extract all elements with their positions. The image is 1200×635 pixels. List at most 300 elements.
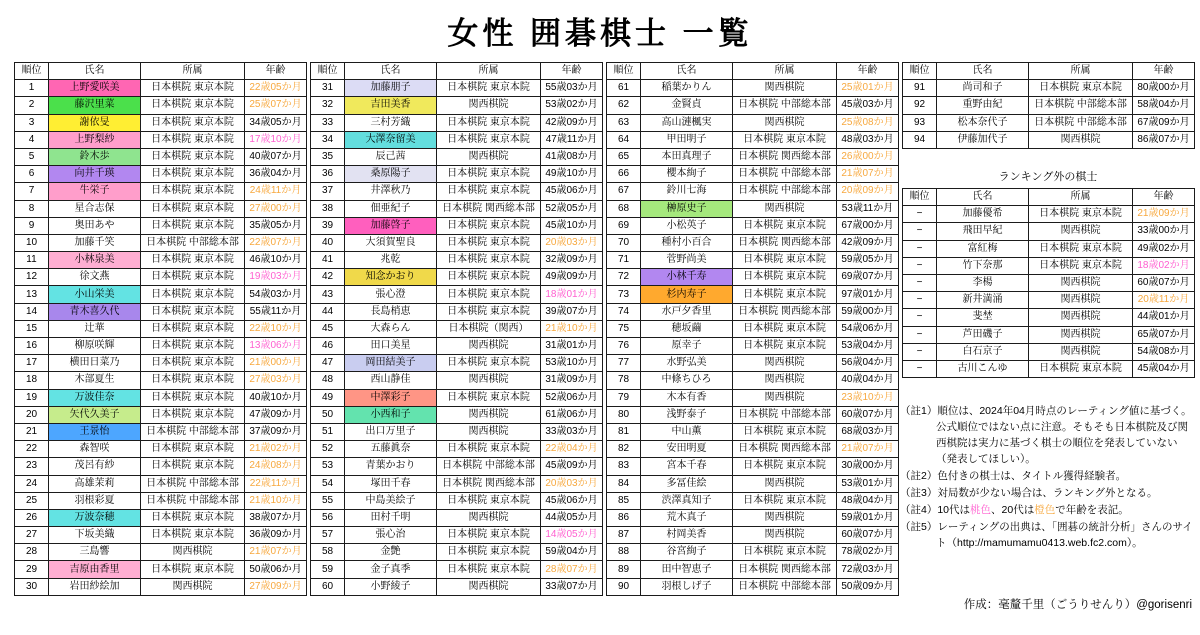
player-name-cell: 謝依旻: [49, 114, 141, 131]
affiliation-cell: 日本棋院 東京本院: [141, 509, 245, 526]
age-cell: 40歳04か月: [837, 372, 899, 389]
header-row: [311, 63, 603, 80]
player-name-cell: 万波奈穂: [49, 509, 141, 526]
age-cell: 47歳11か月: [541, 131, 603, 148]
age-cell: 22歳04か月: [541, 441, 603, 458]
affiliation-cell: 日本棋院 関西総本部: [733, 441, 837, 458]
note-text: 色付きの棋士は、タイトル獲得経験者。: [937, 470, 1127, 482]
rank-cell: −: [903, 292, 937, 309]
affiliation-cell: 日本棋院 関西総本部: [437, 200, 541, 217]
player-row: [15, 561, 307, 578]
affiliation-cell: 日本棋院 東京本院: [141, 200, 245, 217]
player-row: [607, 423, 899, 440]
player-name-cell: 小山栄美: [49, 286, 141, 303]
rank-cell: 77: [607, 355, 641, 372]
player-row: [903, 257, 1195, 274]
affiliation-cell: 日本棋院 東京本院: [437, 389, 541, 406]
rank-cell: −: [903, 206, 937, 223]
player-row: [15, 406, 307, 423]
player-name-cell: 中山薫: [641, 423, 733, 440]
age-cell: 97歳01か月: [837, 286, 899, 303]
affiliation-cell: 日本棋院 東京本院: [733, 217, 837, 234]
player-name-cell: 本田真理子: [641, 148, 733, 165]
player-name-cell: 上野愛咲美: [49, 80, 141, 97]
rank-cell: 93: [903, 114, 937, 131]
note-text: レーティングの出典は、「囲碁の統計分析」さんのサイト（http://mamumamu0413.web.fc2.com）。: [936, 521, 1193, 549]
rank-cell: −: [903, 326, 937, 343]
age-cell: 33歳03か月: [541, 423, 603, 440]
column-header: 順位: [311, 63, 345, 80]
player-name-cell: 高雄茉莉: [49, 475, 141, 492]
player-row: [903, 292, 1195, 309]
player-row: [15, 372, 307, 389]
rank-cell: 72: [607, 269, 641, 286]
player-name-cell: 桑原陽子: [345, 166, 437, 183]
age-cell: 21歳02か月: [245, 441, 307, 458]
age-cell: 21歳09か月: [1133, 206, 1195, 223]
rank-cell: 10: [15, 234, 49, 251]
age-cell: 61歳06か月: [541, 406, 603, 423]
age-cell: 30歳00か月: [837, 458, 899, 475]
note-label: （註4）: [900, 504, 938, 516]
player-row: [607, 355, 899, 372]
rank-cell: 21: [15, 423, 49, 440]
player-name-cell: 大須賀聖良: [345, 234, 437, 251]
player-name-cell: 村岡美香: [641, 527, 733, 544]
affiliation-cell: 関西棋院: [1029, 223, 1133, 240]
rank-cell: 52: [311, 441, 345, 458]
player-row: [311, 372, 603, 389]
rank-cell: 56: [311, 509, 345, 526]
rank-cell: 71: [607, 252, 641, 269]
player-row: [607, 234, 899, 251]
player-row: [15, 475, 307, 492]
affiliation-cell: 日本棋院 東京本院: [1029, 240, 1133, 257]
header-row: [903, 63, 1195, 80]
age-cell: 86歳07か月: [1133, 131, 1195, 148]
column-header: 順位: [903, 189, 937, 206]
affiliation-cell: 日本棋院 東京本院: [1029, 257, 1133, 274]
affiliation-cell: 日本棋院 東京本院: [733, 320, 837, 337]
player-name-cell: 松本奈代子: [937, 114, 1029, 131]
player-row: [607, 372, 899, 389]
affiliation-cell: 日本棋院 東京本院: [437, 355, 541, 372]
player-name-cell: 伊藤加代子: [937, 131, 1029, 148]
affiliation-cell: 関西棋院: [733, 200, 837, 217]
affiliation-cell: 日本棋院 中部総本部: [141, 234, 245, 251]
rank-cell: 6: [15, 166, 49, 183]
age-cell: 25歳08か月: [837, 114, 899, 131]
age-cell: 50歳06か月: [245, 561, 307, 578]
note-item: [900, 403, 1198, 467]
unranked-players-table: [902, 188, 1195, 378]
rank-cell: 25: [15, 492, 49, 509]
age-cell: 45歳04か月: [1133, 360, 1195, 377]
affiliation-cell: 関西棋院: [1029, 292, 1133, 309]
header-row: [903, 189, 1195, 206]
rank-cell: 16: [15, 338, 49, 355]
age-cell: 40歳07か月: [245, 148, 307, 165]
player-name-cell: 加藤優希: [937, 206, 1029, 223]
rank-cell: 47: [311, 355, 345, 372]
age-cell: 45歳09か月: [541, 458, 603, 475]
player-row: [607, 200, 899, 217]
age-cell: 27歳03か月: [245, 372, 307, 389]
affiliation-cell: 日本棋院 東京本院: [1029, 206, 1133, 223]
rank-cell: 1: [15, 80, 49, 97]
age-cell: 54歳03か月: [245, 286, 307, 303]
player-row: [607, 269, 899, 286]
affiliation-cell: 日本棋院 東京本院: [437, 252, 541, 269]
player-row: [607, 114, 899, 131]
player-name-cell: 大森らん: [345, 320, 437, 337]
rank-cell: 34: [311, 131, 345, 148]
player-name-cell: 下坂美織: [49, 527, 141, 544]
player-name-cell: 鈴木歩: [49, 148, 141, 165]
player-name-cell: 牛栄子: [49, 183, 141, 200]
affiliation-cell: 日本棋院 関西総本部: [733, 234, 837, 251]
rank-cell: 75: [607, 320, 641, 337]
player-row: [311, 269, 603, 286]
age-cell: 33歳07か月: [541, 578, 603, 595]
header-row: [15, 63, 307, 80]
rank-cell: 28: [15, 544, 49, 561]
rank-cell: 62: [607, 97, 641, 114]
rank-cell: 5: [15, 148, 49, 165]
affiliation-cell: 日本棋院 東京本院: [141, 372, 245, 389]
player-name-cell: 向井千瑛: [49, 166, 141, 183]
rank-cell: 36: [311, 166, 345, 183]
note-text-segment: 、20代は: [991, 504, 1035, 516]
player-row: [15, 578, 307, 595]
player-row: [903, 80, 1195, 97]
player-row: [311, 423, 603, 440]
age-cell: 20歳09か月: [837, 183, 899, 200]
rank-cell: 55: [311, 492, 345, 509]
affiliation-cell: 日本棋院 中部総本部: [1029, 114, 1133, 131]
player-row: [607, 217, 899, 234]
player-row: [311, 286, 603, 303]
age-cell: 24歳08か月: [245, 458, 307, 475]
rank-cell: 11: [15, 252, 49, 269]
affiliation-cell: 日本棋院 東京本院: [437, 114, 541, 131]
player-row: [311, 441, 603, 458]
affiliation-cell: 日本棋院 東京本院: [733, 492, 837, 509]
rank-cell: 94: [903, 131, 937, 148]
player-row: [903, 309, 1195, 326]
affiliation-cell: 日本棋院 関西総本部: [437, 475, 541, 492]
player-name-cell: 張心澄: [345, 286, 437, 303]
rank-cell: 37: [311, 183, 345, 200]
affiliation-cell: 日本棋院 東京本院: [437, 217, 541, 234]
player-name-cell: 渋澤真知子: [641, 492, 733, 509]
rank-cell: 27: [15, 527, 49, 544]
age-cell: 44歳01か月: [1133, 309, 1195, 326]
column-header: 年齢: [1133, 63, 1195, 80]
player-row: [15, 355, 307, 372]
rank-cell: 43: [311, 286, 345, 303]
rank-cell: −: [903, 274, 937, 291]
rank-cell: 8: [15, 200, 49, 217]
rank-cell: 83: [607, 458, 641, 475]
column-header: 年齢: [837, 63, 899, 80]
affiliation-cell: 日本棋院 東京本院: [141, 114, 245, 131]
age-cell: 45歳06か月: [541, 183, 603, 200]
affiliation-cell: 関西棋院: [437, 148, 541, 165]
note-text-segment: 橙色: [1034, 504, 1056, 516]
age-cell: 36歳04か月: [245, 166, 307, 183]
player-row: [607, 97, 899, 114]
column-header: 氏名: [345, 63, 437, 80]
affiliation-cell: 関西棋院: [437, 509, 541, 526]
age-cell: 17歳10か月: [245, 131, 307, 148]
note-label: （註3）: [900, 487, 938, 499]
age-cell: 21歳00か月: [245, 355, 307, 372]
players-table-ranks-31-60: [310, 62, 603, 596]
player-name-cell: 宮本千春: [641, 458, 733, 475]
player-row: [15, 423, 307, 440]
affiliation-cell: 日本棋院 東京本院: [733, 131, 837, 148]
player-row: [15, 131, 307, 148]
age-cell: 14歳05か月: [541, 527, 603, 544]
age-cell: 21歳07か月: [837, 166, 899, 183]
affiliation-cell: 日本棋院 東京本院: [437, 183, 541, 200]
player-name-cell: 水野弘美: [641, 355, 733, 372]
player-row: [903, 274, 1195, 291]
player-row: [607, 578, 899, 595]
player-row: [903, 360, 1195, 377]
rank-cell: 9: [15, 217, 49, 234]
age-cell: 45歳03か月: [837, 97, 899, 114]
age-cell: 65歳07か月: [1133, 326, 1195, 343]
player-row: [15, 269, 307, 286]
affiliation-cell: 日本棋院 東京本院: [1029, 360, 1133, 377]
rank-cell: 66: [607, 166, 641, 183]
player-name-cell: 辰己茜: [345, 148, 437, 165]
rank-cell: 46: [311, 338, 345, 355]
player-row: [311, 406, 603, 423]
rank-cell: 13: [15, 286, 49, 303]
player-name-cell: 尚司和子: [937, 80, 1029, 97]
rank-cell: 59: [311, 561, 345, 578]
age-cell: 22歳11か月: [245, 475, 307, 492]
player-row: [15, 338, 307, 355]
players-table-ranks-91-94: [902, 62, 1195, 149]
age-cell: 72歳03か月: [837, 561, 899, 578]
age-cell: 35歳05か月: [245, 217, 307, 234]
player-row: [311, 527, 603, 544]
affiliation-cell: 関西棋院: [733, 475, 837, 492]
player-row: [311, 148, 603, 165]
affiliation-cell: 日本棋院 東京本院: [733, 269, 837, 286]
player-name-cell: 井澤秋乃: [345, 183, 437, 200]
note-text-segment: 10代は: [937, 504, 971, 516]
player-row: [607, 80, 899, 97]
affiliation-cell: 日本棋院 東京本院: [141, 320, 245, 337]
player-name-cell: 辻華: [49, 320, 141, 337]
rank-cell: 58: [311, 544, 345, 561]
player-row: [903, 240, 1195, 257]
rank-cell: 80: [607, 406, 641, 423]
column-header: 所属: [733, 63, 837, 80]
affiliation-cell: 日本棋院 東京本院: [141, 338, 245, 355]
age-cell: 45歳06か月: [541, 492, 603, 509]
rank-cell: 53: [311, 458, 345, 475]
player-row: [607, 252, 899, 269]
age-cell: 39歳07か月: [541, 303, 603, 320]
rank-cell: −: [903, 223, 937, 240]
age-cell: 53歳01か月: [837, 475, 899, 492]
age-cell: 60歳07か月: [837, 406, 899, 423]
player-row: [607, 389, 899, 406]
player-row: [15, 234, 307, 251]
affiliation-cell: 関西棋院: [1029, 343, 1133, 360]
affiliation-cell: 日本棋院 東京本院: [141, 389, 245, 406]
rank-cell: −: [903, 257, 937, 274]
rank-cell: 49: [311, 389, 345, 406]
age-cell: 58歳04か月: [1133, 97, 1195, 114]
player-name-cell: 加藤千笑: [49, 234, 141, 251]
rank-cell: 7: [15, 183, 49, 200]
affiliation-cell: 関西棋院: [1029, 274, 1133, 291]
player-name-cell: 王景怡: [49, 423, 141, 440]
player-row: [311, 166, 603, 183]
age-cell: 53歳10か月: [541, 355, 603, 372]
player-row: [15, 148, 307, 165]
age-cell: 53歳11か月: [837, 200, 899, 217]
player-row: [607, 561, 899, 578]
player-name-cell: 塚田千春: [345, 475, 437, 492]
rank-cell: 24: [15, 475, 49, 492]
rank-cell: 18: [15, 372, 49, 389]
rank-cell: 35: [311, 148, 345, 165]
age-cell: 80歳00か月: [1133, 80, 1195, 97]
age-cell: 53歳02か月: [541, 97, 603, 114]
rank-cell: 63: [607, 114, 641, 131]
player-name-cell: 中澤彩子: [345, 389, 437, 406]
affiliation-cell: 日本棋院 東京本院: [141, 97, 245, 114]
note-text: 順位は、2024年04月時点のレーティング値に基づく。公式順位ではない点に注意。そもそも日本棋院及び関西棋院は実力に基づく棋士の順位を発表していない（発表してほしい）。: [936, 405, 1192, 465]
player-row: [607, 183, 899, 200]
player-row: [311, 252, 603, 269]
rank-cell: 87: [607, 527, 641, 544]
rank-cell: 82: [607, 441, 641, 458]
age-cell: 50歳09か月: [837, 578, 899, 595]
player-name-cell: 種村小百合: [641, 234, 733, 251]
affiliation-cell: 関西棋院: [437, 372, 541, 389]
player-name-cell: 重野由紀: [937, 97, 1029, 114]
player-row: [311, 544, 603, 561]
age-cell: 45歳10か月: [541, 217, 603, 234]
affiliation-cell: 日本棋院 東京本院: [141, 286, 245, 303]
player-row: [15, 200, 307, 217]
player-name-cell: 金賢貞: [641, 97, 733, 114]
player-name-cell: 原幸子: [641, 338, 733, 355]
player-row: [607, 441, 899, 458]
rank-cell: 57: [311, 527, 345, 544]
player-row: [311, 320, 603, 337]
age-cell: 22歳07か月: [245, 234, 307, 251]
affiliation-cell: 関西棋院: [733, 114, 837, 131]
player-name-cell: 羽根彩夏: [49, 492, 141, 509]
player-row: [311, 303, 603, 320]
player-name-cell: 小野綾子: [345, 578, 437, 595]
rank-cell: 78: [607, 372, 641, 389]
affiliation-cell: 日本棋院 東京本院: [733, 458, 837, 475]
player-name-cell: 加藤朋子: [345, 80, 437, 97]
player-row: [311, 234, 603, 251]
player-name-cell: 徐文燕: [49, 269, 141, 286]
age-cell: 31歳09か月: [541, 372, 603, 389]
rank-cell: 29: [15, 561, 49, 578]
player-name-cell: 小林泉美: [49, 252, 141, 269]
affiliation-cell: 関西棋院: [1029, 326, 1133, 343]
rank-cell: 31: [311, 80, 345, 97]
player-name-cell: 白石京子: [937, 343, 1029, 360]
age-cell: 67歳09か月: [1133, 114, 1195, 131]
player-name-cell: 木部夏生: [49, 372, 141, 389]
player-row: [311, 355, 603, 372]
player-row: [311, 131, 603, 148]
player-row: [903, 326, 1195, 343]
player-name-cell: 茂呂有紗: [49, 458, 141, 475]
rank-cell: 38: [311, 200, 345, 217]
player-row: [311, 200, 603, 217]
rank-cell: 54: [311, 475, 345, 492]
rank-cell: 79: [607, 389, 641, 406]
affiliation-cell: 日本棋院 東京本院: [141, 183, 245, 200]
affiliation-cell: 日本棋院 東京本院: [437, 234, 541, 251]
age-cell: 54歳06か月: [837, 320, 899, 337]
affiliation-cell: 関西棋院: [141, 578, 245, 595]
affiliation-cell: 日本棋院 関西総本部: [733, 303, 837, 320]
player-name-cell: 横田日菜乃: [49, 355, 141, 372]
player-name-cell: 星合志保: [49, 200, 141, 217]
rank-cell: 88: [607, 544, 641, 561]
age-cell: 28歳07か月: [541, 561, 603, 578]
affiliation-cell: 日本棋院 東京本院: [437, 80, 541, 97]
note-label: （註5）: [900, 521, 938, 533]
age-cell: 21歳07か月: [245, 544, 307, 561]
affiliation-cell: 関西棋院: [437, 97, 541, 114]
affiliation-cell: 日本棋院 東京本院: [1029, 80, 1133, 97]
player-row: [311, 475, 603, 492]
player-row: [903, 114, 1195, 131]
player-row: [15, 527, 307, 544]
player-row: [607, 544, 899, 561]
affiliation-cell: 関西棋院: [1029, 131, 1133, 148]
note-item: [900, 519, 1198, 551]
player-name-cell: 長島梢恵: [345, 303, 437, 320]
affiliation-cell: 日本棋院 東京本院: [437, 166, 541, 183]
rank-cell: 40: [311, 234, 345, 251]
affiliation-cell: 日本棋院 東京本院: [141, 252, 245, 269]
player-name-cell: 中條ちひろ: [641, 372, 733, 389]
player-name-cell: 羽根しげ子: [641, 578, 733, 595]
note-item: [900, 468, 1198, 484]
player-name-cell: 青木喜久代: [49, 303, 141, 320]
rank-cell: 89: [607, 561, 641, 578]
player-row: [15, 217, 307, 234]
player-row: [311, 509, 603, 526]
age-cell: 68歳03か月: [837, 423, 899, 440]
affiliation-cell: 関西棋院: [437, 338, 541, 355]
player-name-cell: 岩田紗絵加: [49, 578, 141, 595]
player-name-cell: 櫻本絢子: [641, 166, 733, 183]
player-name-cell: 荒木真子: [641, 509, 733, 526]
player-name-cell: 安田明夏: [641, 441, 733, 458]
player-name-cell: 藤沢里菜: [49, 97, 141, 114]
